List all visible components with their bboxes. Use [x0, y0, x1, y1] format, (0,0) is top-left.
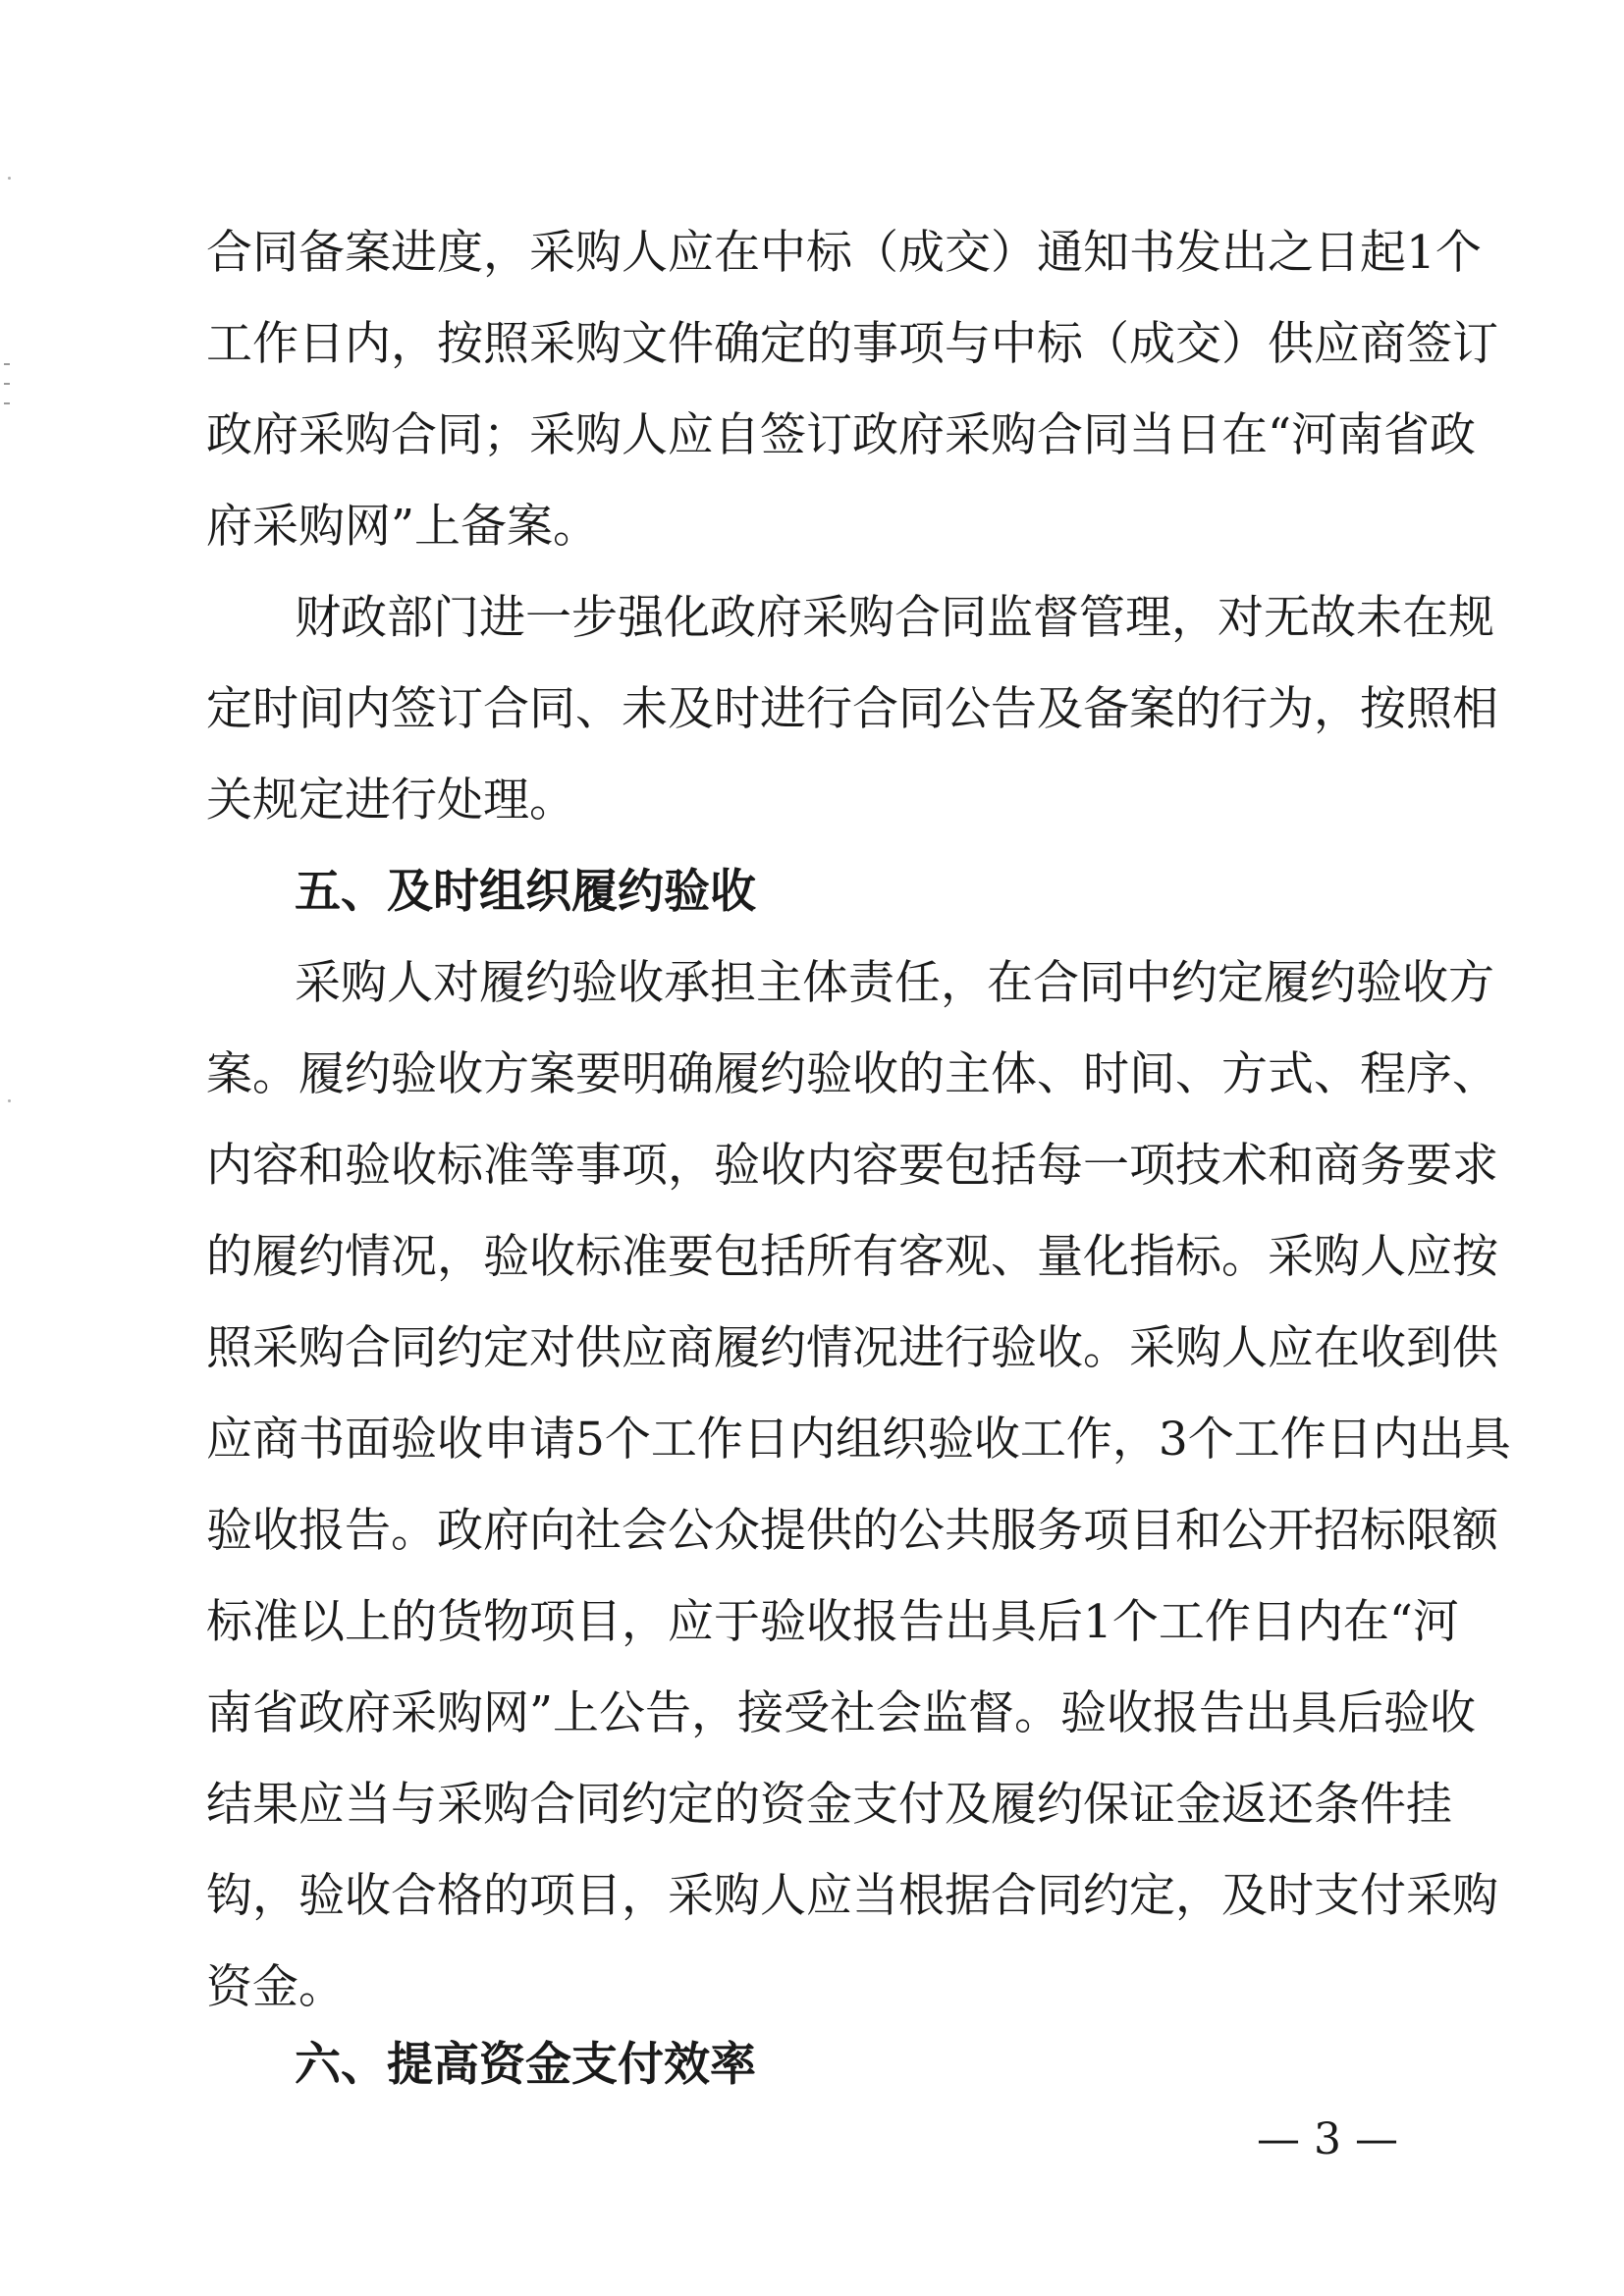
text-line: 案。履约验收方案要明确履约验收的主体、时间、方式、程序、 — [206, 1047, 1498, 1101]
text-line: 结果应当与采购合同约定的资金支付及履约保证金返还条件挂 — [206, 1778, 1452, 1832]
margin-tick — [4, 383, 10, 385]
text-line: 的履约情况，验收标准要包括所有客观、量化指标。采购人应按 — [206, 1230, 1498, 1284]
margin-tick — [4, 363, 10, 365]
text-line: 内容和验收标准等事项，验收内容要包括每一项技术和商务要求 — [206, 1139, 1498, 1193]
margin-dot — [8, 1099, 11, 1102]
text-line: 资金。 — [206, 1960, 345, 2014]
text-line: 应商书面验收申请5个工作日内组织验收工作，3个工作日内出具 — [206, 1413, 1511, 1467]
page-number: — 3 — — [1257, 2114, 1398, 2164]
text-line: 定时间内签订合同、未及时进行合同公告及备案的行为，按照相 — [206, 682, 1498, 736]
margin-tick — [4, 402, 10, 404]
scan-margin-marks — [4, 353, 14, 452]
text-line: 南省政府采购网”上公告，接受社会监督。验收报告出具后验收 — [206, 1686, 1477, 1740]
text-line: 工作日内，按照采购文件确定的事项与中标（成交）供应商签订 — [206, 317, 1498, 371]
text-line: 照采购合同约定对供应商履约情况进行验收。采购人应在收到供 — [206, 1321, 1498, 1375]
section-heading-6: 六、提高资金支付效率 — [295, 2038, 756, 2092]
text-line: 财政部门进一步强化政府采购合同监督管理，对无故未在规 — [295, 591, 1494, 645]
margin-dot — [8, 177, 11, 180]
text-line: 政府采购合同；采购人应自签订政府采购合同当日在“河南省政 — [206, 408, 1477, 462]
text-line: 钩，验收合格的项目，采购人应当根据合同约定，及时支付采购 — [206, 1869, 1498, 1923]
text-line: 府采购网”上备案。 — [206, 500, 600, 554]
section-heading-5: 五、及时组织履约验收 — [295, 865, 756, 919]
text-line: 关规定进行处理。 — [206, 774, 575, 828]
text-line: 采购人对履约验收承担主体责任，在合同中约定履约验收方 — [295, 956, 1494, 1010]
text-line: 标准以上的货物项目，应于验收报告出具后1个工作日内在“河 — [206, 1595, 1459, 1649]
text-line: 合同备案进度，采购人应在中标（成交）通知书发出之日起1个 — [206, 226, 1482, 280]
text-line: 验收报告。政府向社会公众提供的公共服务项目和公开招标限额 — [206, 1504, 1498, 1558]
